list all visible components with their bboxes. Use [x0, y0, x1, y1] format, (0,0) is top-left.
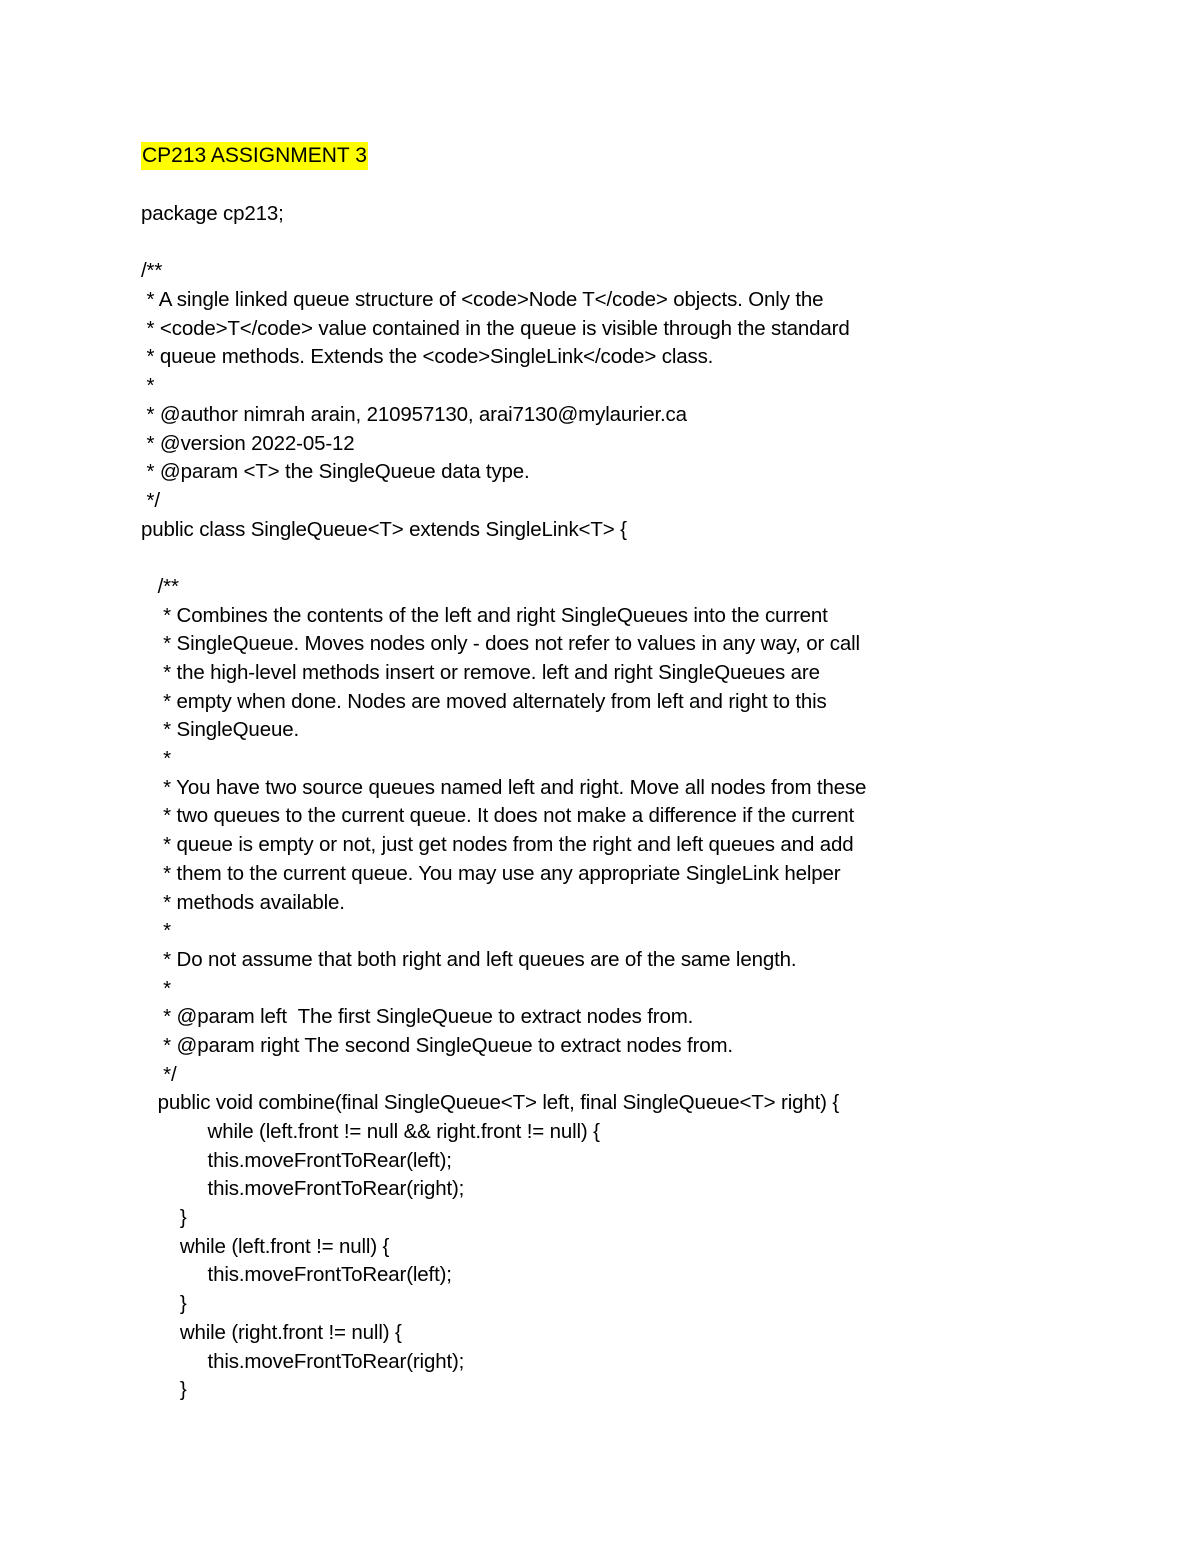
code-line: /**: [141, 259, 163, 283]
code-line: public void combine(final SingleQueue<T> left, final SingleQueue<T> right) {: [141, 1091, 840, 1115]
code-line: while (left.front != null) {: [141, 1234, 390, 1258]
code-line: * methods available.: [141, 890, 345, 914]
code-line: */: [141, 488, 160, 512]
code-line: this.moveFrontToRear(right);: [141, 1349, 465, 1373]
code-line: [141, 544, 866, 573]
code-line: *: [141, 976, 172, 1000]
code-line: * SingleQueue. Moves nodes only - does not refer to values in any way, or call: [141, 632, 860, 656]
code-line: *: [141, 374, 155, 398]
document-title: CP213 ASSIGNMENT 3: [141, 142, 368, 170]
code-line: * @param left The first SingleQueue to extract nodes from.: [141, 1005, 694, 1029]
code-line: * <code>T</code> value contained in the queue is visible through the standard: [141, 316, 850, 340]
code-line: * queue methods. Extends the <code>SingleLink</code> class.: [141, 345, 714, 369]
code-line: *: [141, 919, 172, 943]
code-line: while (right.front != null) {: [141, 1320, 402, 1344]
code-line: * SingleQueue.: [141, 718, 299, 742]
code-line: * @param <T> the SingleQueue data type.: [141, 460, 530, 484]
code-line: while (left.front != null && right.front != null) {: [141, 1120, 600, 1143]
code-line: /**: [141, 574, 179, 598]
code-line: * You have two source queues named left and right. Move all nodes from these: [141, 775, 867, 799]
code-line: * @author nimrah arain, 210957130, arai7130@mylaurier.ca: [141, 402, 687, 426]
code-block: [141, 200, 866, 1405]
code-line: }: [141, 1378, 187, 1402]
code-line: */: [141, 1062, 177, 1086]
code-line: this.moveFrontToRear(left);: [141, 1263, 452, 1287]
code-line: this.moveFrontToRear(right);: [141, 1177, 465, 1201]
code-line: }: [141, 1292, 187, 1316]
code-line: * empty when done. Nodes are moved alternately from left and right to this: [141, 689, 827, 713]
code-line: * Combines the contents of the left and right SingleQueues into the current: [141, 603, 828, 627]
code-line: public class SingleQueue<T> extends SingleLink<T> {: [141, 517, 627, 541]
code-line: * them to the current queue. You may use any appropriate SingleLink helper: [141, 861, 841, 885]
code-line: }: [141, 1206, 187, 1230]
code-line: * two queues to the current queue. It does not make a difference if the current: [141, 804, 855, 828]
code-line: this.moveFrontToRear(left);: [141, 1148, 452, 1172]
code-line: [141, 229, 866, 258]
code-line: * @version 2022-05-12: [141, 431, 355, 455]
code-line: * Do not assume that both right and left queues are of the same length.: [141, 947, 797, 971]
code-line: * the high-level methods insert or remove. left and right SingleQueues are: [141, 661, 820, 684]
code-line: *: [141, 747, 172, 771]
code-line: * queue is empty or not, just get nodes from the right and left queues and add: [141, 833, 854, 857]
code-line: package cp213;: [141, 202, 284, 225]
code-line: * @param right The second SingleQueue to extract nodes from.: [141, 1033, 733, 1057]
code-line: * A single linked queue structure of <code>Node T</code> objects. Only the: [141, 288, 824, 312]
